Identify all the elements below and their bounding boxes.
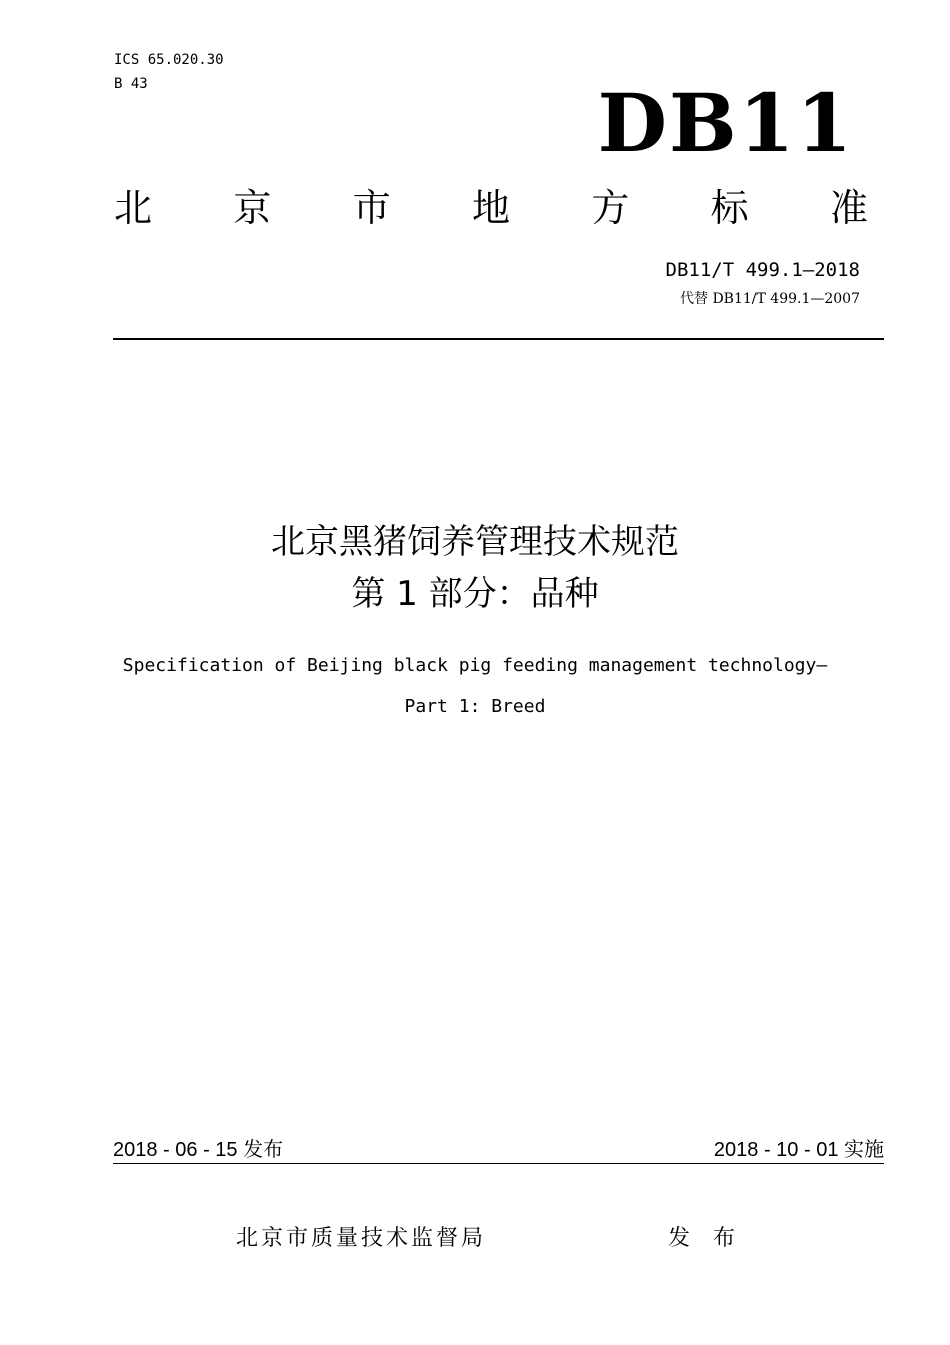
standard-type-char: 北	[114, 186, 153, 230]
ccs-code: B 43	[114, 76, 148, 92]
title-en-line1: Specification of Beijing black pig feeding management technology—	[122, 655, 828, 676]
issue-label: 发 布	[668, 1226, 743, 1251]
issuing-authority: 北京市质量技术监督局	[236, 1226, 487, 1251]
implementation-date: 2018 - 10 - 01 实施	[713, 1139, 884, 1161]
standard-type-heading	[114, 182, 868, 234]
ics-code: ICS 65.020.30	[114, 52, 224, 68]
replaces-note: 代替 DB11/T 499.1—2007	[680, 291, 860, 307]
title-cn-line2: 第 1 部分：品种	[351, 574, 599, 614]
date-divider	[113, 1163, 884, 1164]
issue-date: 2018 - 06 - 15 发布	[113, 1139, 284, 1161]
title-en-line2: Part 1: Breed	[404, 696, 546, 717]
standard-type-char: 市	[352, 186, 391, 230]
standard-type-char: 方	[591, 186, 630, 230]
db11-logo: DB11	[597, 76, 854, 170]
classification-block	[114, 48, 224, 96]
title-cn-line1: 北京黑猪饲养管理技术规范	[271, 522, 679, 562]
standard-code: DB11/T 499.1—2018	[665, 259, 860, 281]
header-divider	[113, 338, 884, 340]
standard-type-char: 标	[710, 186, 749, 230]
standard-type-char: 准	[829, 186, 868, 230]
standard-type-char: 京	[233, 186, 272, 230]
standard-type-char: 地	[471, 186, 510, 230]
